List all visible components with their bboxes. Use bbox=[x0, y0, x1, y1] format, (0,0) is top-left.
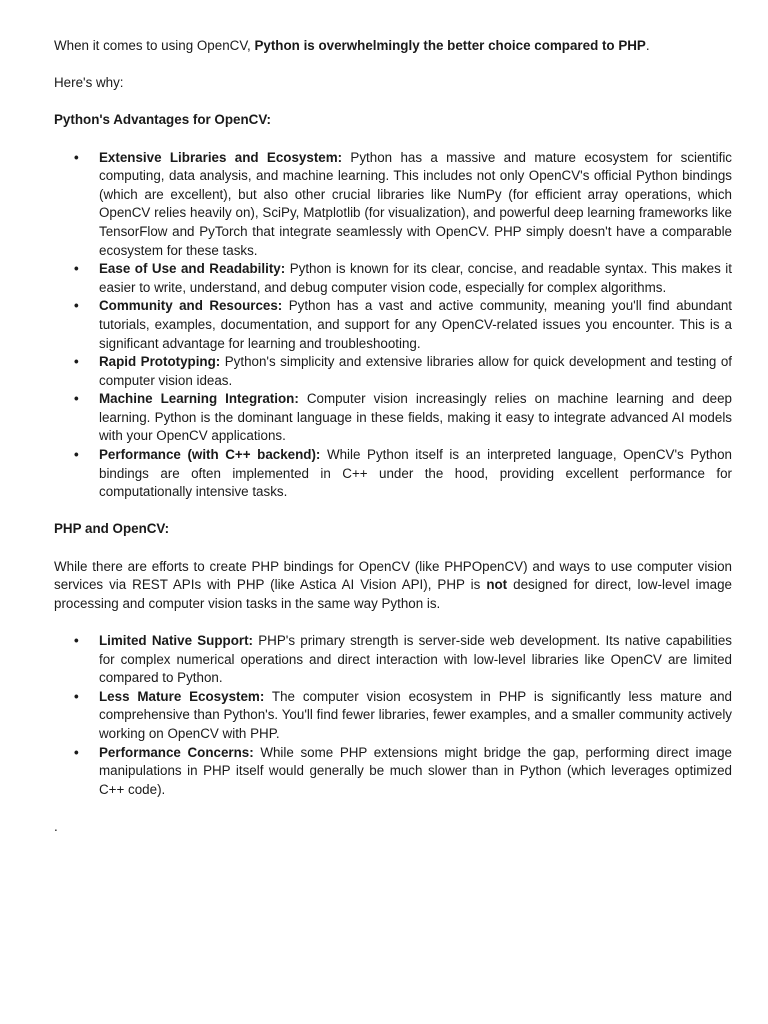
intro-lead-bold: Python is overwhelmingly the better choice compared to PHP bbox=[254, 38, 646, 53]
bullet-icon: • bbox=[74, 261, 79, 277]
list-item bbox=[54, 297, 732, 353]
list-item-title: Community and Resources: bbox=[99, 298, 283, 314]
intro-paragraph bbox=[54, 37, 732, 56]
intro-lead: When it comes to using OpenCV, bbox=[54, 38, 255, 53]
list-item-title: Performance (with C++ backend): bbox=[99, 447, 321, 463]
intro-lead-end: . bbox=[645, 38, 650, 53]
list-item-title: Less Mature Ecosystem: bbox=[99, 688, 265, 704]
bullet-icon: • bbox=[74, 391, 79, 407]
list-item-text: Computer vision increasingly relies on machine learning and deep learning. Python is the dominant language in these fields, making it easy to integrate advanced AI models with your OpenCV applications. bbox=[99, 391, 732, 444]
list-item-text: PHP's primary strength is server-side web development. Its native capabilities for complex numerical operations and direct interaction with low-level libraries like OpenCV are limited compared to Python. bbox=[99, 633, 733, 686]
php-paragraph-bold: not bbox=[486, 577, 508, 593]
php-section-heading: PHP and OpenCV: bbox=[54, 521, 170, 537]
list-item-title: Performance Concerns: bbox=[99, 744, 254, 760]
list-item-title: Ease of Use and Readability: bbox=[99, 261, 286, 277]
list-item-text: While some PHP extensions might bridge the gap, performing direct image manipulations in PHP itself would generally be much slower than in Python (which leverages optimized C++ code). bbox=[99, 744, 732, 797]
trailing-period: . bbox=[54, 818, 58, 834]
list-item-text: While Python itself is an interpreted language, OpenCV's Python bindings are often implemented in C++ under the hood, providing excellent performance for computationally intensive tasks. bbox=[99, 447, 732, 500]
list-item bbox=[54, 390, 732, 446]
php-paragraph-after: designed for direct, low-level image processing and computer vision tasks in the same way Python is. bbox=[54, 577, 732, 611]
list-item bbox=[54, 632, 732, 688]
php-concerns-list bbox=[54, 632, 732, 799]
bullet-icon: • bbox=[74, 688, 79, 704]
bullet-icon: • bbox=[74, 633, 79, 648]
list-item bbox=[54, 446, 732, 502]
list-item-title: Rapid Prototyping: bbox=[99, 354, 221, 370]
list-item bbox=[54, 149, 732, 261]
list-item bbox=[54, 353, 732, 390]
bullet-icon: • bbox=[74, 298, 79, 314]
list-item-text: Python has a vast and active community, meaning you'll find abundant tutorials, examples, documentation, and support for any OpenCV-related issues you encounter. This is a significant advantage for learning and troubleshooting. bbox=[99, 298, 732, 351]
python-advantages-list bbox=[54, 149, 732, 502]
list-item-text: The computer vision ecosystem in PHP is significantly less mature and comprehensive than Python's. You'll find fewer libraries, fewer examples, and a smaller community actively working on OpenCV with PHP. bbox=[99, 688, 732, 741]
php-paragraph bbox=[54, 558, 732, 614]
php-paragraph-before: While there are efforts to create PHP bindings for OpenCV (like PHPOpenCV) and ways to use computer vision services via REST APIs with PHP (like Astica AI Vision API), PHP is bbox=[54, 558, 732, 593]
python-section-heading: Python's Advantages for OpenCV: bbox=[54, 112, 271, 128]
list-item-text: Python's simplicity and extensive libraries allow for quick development and testing of computer vision ideas. bbox=[99, 354, 732, 388]
list-item-title: Limited Native Support: bbox=[99, 633, 254, 648]
list-item bbox=[54, 744, 732, 800]
list-item-title: Extensive Libraries and Ecosystem: bbox=[99, 149, 343, 165]
bullet-icon: • bbox=[74, 149, 79, 165]
list-item-text: Python has a massive and mature ecosystem for scientific computing, data analysis, and machine learning. This includes not only OpenCV's official Python bindings (which are excellent), but also other crucial libraries like NumPy (for efficient array operations, which OpenCV relies heavily on), SciPy, Matplotlib (for visualization), and powerful deep learning frameworks like TensorFlow and PyTorch that integrate seamlessly with OpenCV. PHP simply doesn't have a comparable ecosystem for these tasks. bbox=[99, 149, 732, 258]
list-item-title: Machine Learning Integration: bbox=[99, 391, 299, 407]
bullet-icon: • bbox=[74, 744, 79, 760]
heres-why-text: Here's why: bbox=[54, 75, 124, 91]
list-item bbox=[54, 260, 732, 297]
list-item-text: Python is known for its clear, concise, and readable syntax. This makes it easier to write, understand, and debug computer vision code, especially for complex algorithms. bbox=[99, 261, 732, 295]
list-item bbox=[54, 688, 732, 744]
bullet-icon: • bbox=[74, 354, 79, 370]
bullet-icon: • bbox=[74, 447, 79, 463]
